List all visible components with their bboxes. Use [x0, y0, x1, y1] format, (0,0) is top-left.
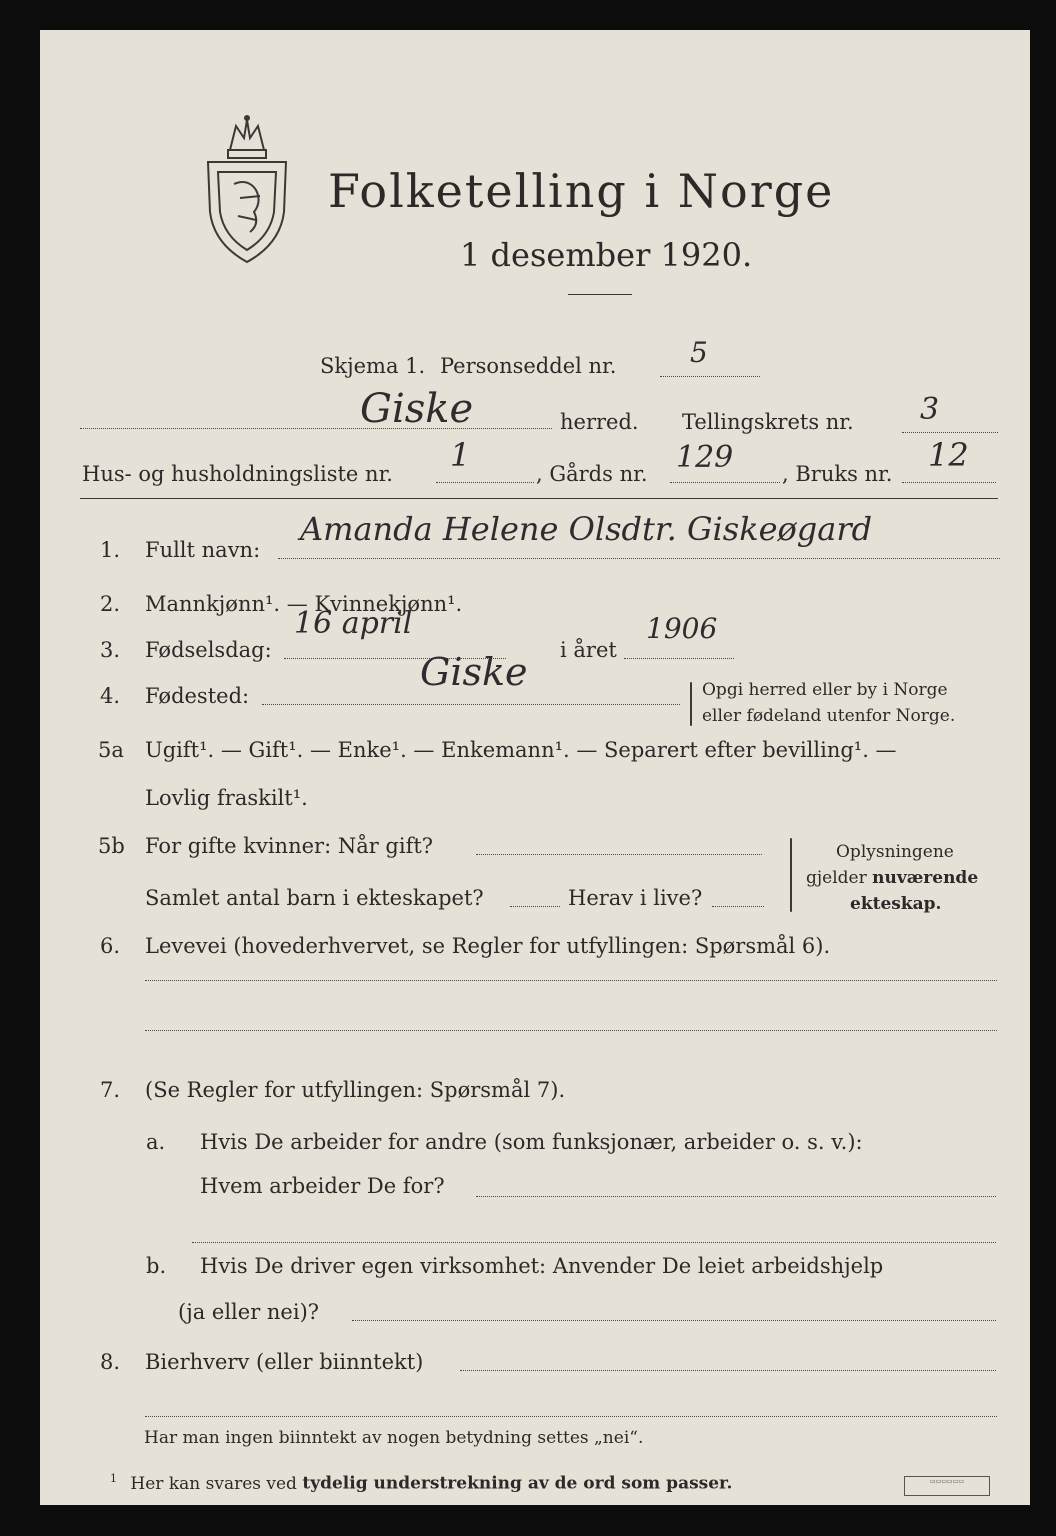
q6-label: Levevei (hovederhvervet, se Regler for utfyllingen: Spørsmål 6).: [145, 934, 831, 958]
form-date: 1 desember 1920.: [460, 236, 753, 274]
q5b-label-3: Herav i live?: [568, 886, 703, 910]
gards-label: , Gårds nr.: [536, 462, 648, 486]
husholdningsliste-label: Hus- og husholdningsliste nr.: [82, 462, 393, 486]
tellingskrets-value: 3: [920, 392, 940, 427]
q5a-options-2: Lovlig fraskilt¹.: [145, 786, 308, 810]
q8-label: Bierhverv (eller biinntekt): [145, 1350, 424, 1374]
q4-value: Giske: [420, 650, 528, 694]
q7a-text: Hvis De arbeider for andre (som funksjonær, arbeider o. s. v.):: [200, 1130, 863, 1154]
q5a-options-1: Ugift¹. — Gift¹. — Enke¹. — Enkemann¹. — Separert efter bevilling¹. —: [145, 738, 897, 762]
q2-number: 2.: [100, 592, 121, 616]
q3-value: 16 april: [294, 606, 413, 641]
husholdningsliste-value: 1: [450, 436, 471, 474]
q7-number: 7.: [100, 1078, 121, 1102]
herred-label: herred.: [560, 410, 639, 434]
q4-note-2: eller fødeland utenfor Norge.: [702, 706, 956, 726]
q5b-note-1: Oplysningene: [836, 842, 954, 862]
q5b-note-2: gjelder nuværende: [806, 868, 979, 888]
title-divider: [568, 294, 632, 295]
q1-value: Amanda Helene Olsdtr. Giskeøgard: [300, 510, 873, 548]
q6-number: 6.: [100, 934, 121, 958]
q7b-question: (ja eller nei)?: [178, 1300, 320, 1324]
census-form: [40, 30, 1030, 1505]
q7b-letter: b.: [146, 1254, 167, 1278]
q7-label: (Se Regler for utfyllingen: Spørsmål 7).: [145, 1078, 566, 1102]
q1-number: 1.: [100, 538, 121, 562]
q4-note-1: Opgi herred eller by i Norge: [702, 680, 948, 700]
tellingskrets-label: Tellingskrets nr.: [682, 410, 854, 434]
printer-stamp: ▭▭▭▭▭▭: [904, 1476, 990, 1496]
form-title: Folketelling i Norge: [328, 164, 835, 218]
q8-number: 8.: [100, 1350, 121, 1374]
q7b-text: Hvis De driver egen virksomhet: Anvender De leiet arbeidshjelp: [200, 1254, 884, 1278]
q3-label: Fødselsdag:: [145, 638, 272, 662]
schema-label: Skjema 1.: [320, 354, 426, 378]
q3-year-value: 1906: [646, 612, 718, 645]
q4-number: 4.: [100, 684, 121, 708]
q5b-number: 5b: [98, 834, 125, 858]
personseddel-label: Personseddel nr.: [440, 354, 617, 378]
q4-label: Fødested:: [145, 684, 250, 708]
q5b-label-1: For gifte kvinner: Når gift?: [145, 834, 434, 858]
bruks-value: 12: [928, 436, 969, 474]
q2-options: Mannkjønn¹. — Kvinnekjønn¹.: [145, 592, 463, 616]
q3-number: 3.: [100, 638, 121, 662]
bruks-label: , Bruks nr.: [782, 462, 893, 486]
footnote: $^1$ Her kan svares ved tydelig understrekning av de ord som passer.: [110, 1472, 733, 1494]
coat-of-arms-icon: [200, 112, 294, 264]
q5b-note-3: ekteskap.: [850, 894, 942, 914]
q3-year-label: i året: [560, 638, 617, 662]
q7a-question: Hvem arbeider De for?: [200, 1174, 445, 1198]
herred-value: Giske: [360, 386, 474, 432]
header-divider: [80, 498, 998, 499]
q1-label: Fullt navn:: [145, 538, 261, 562]
q5a-number: 5a: [98, 738, 124, 762]
personseddel-value: 5: [690, 336, 708, 369]
income-note: Har man ingen biinntekt av nogen betydning settes „nei“.: [144, 1428, 644, 1448]
q5b-label-2: Samlet antal barn i ekteskapet?: [145, 886, 484, 910]
gards-value: 129: [676, 440, 734, 475]
q7a-letter: a.: [146, 1130, 166, 1154]
